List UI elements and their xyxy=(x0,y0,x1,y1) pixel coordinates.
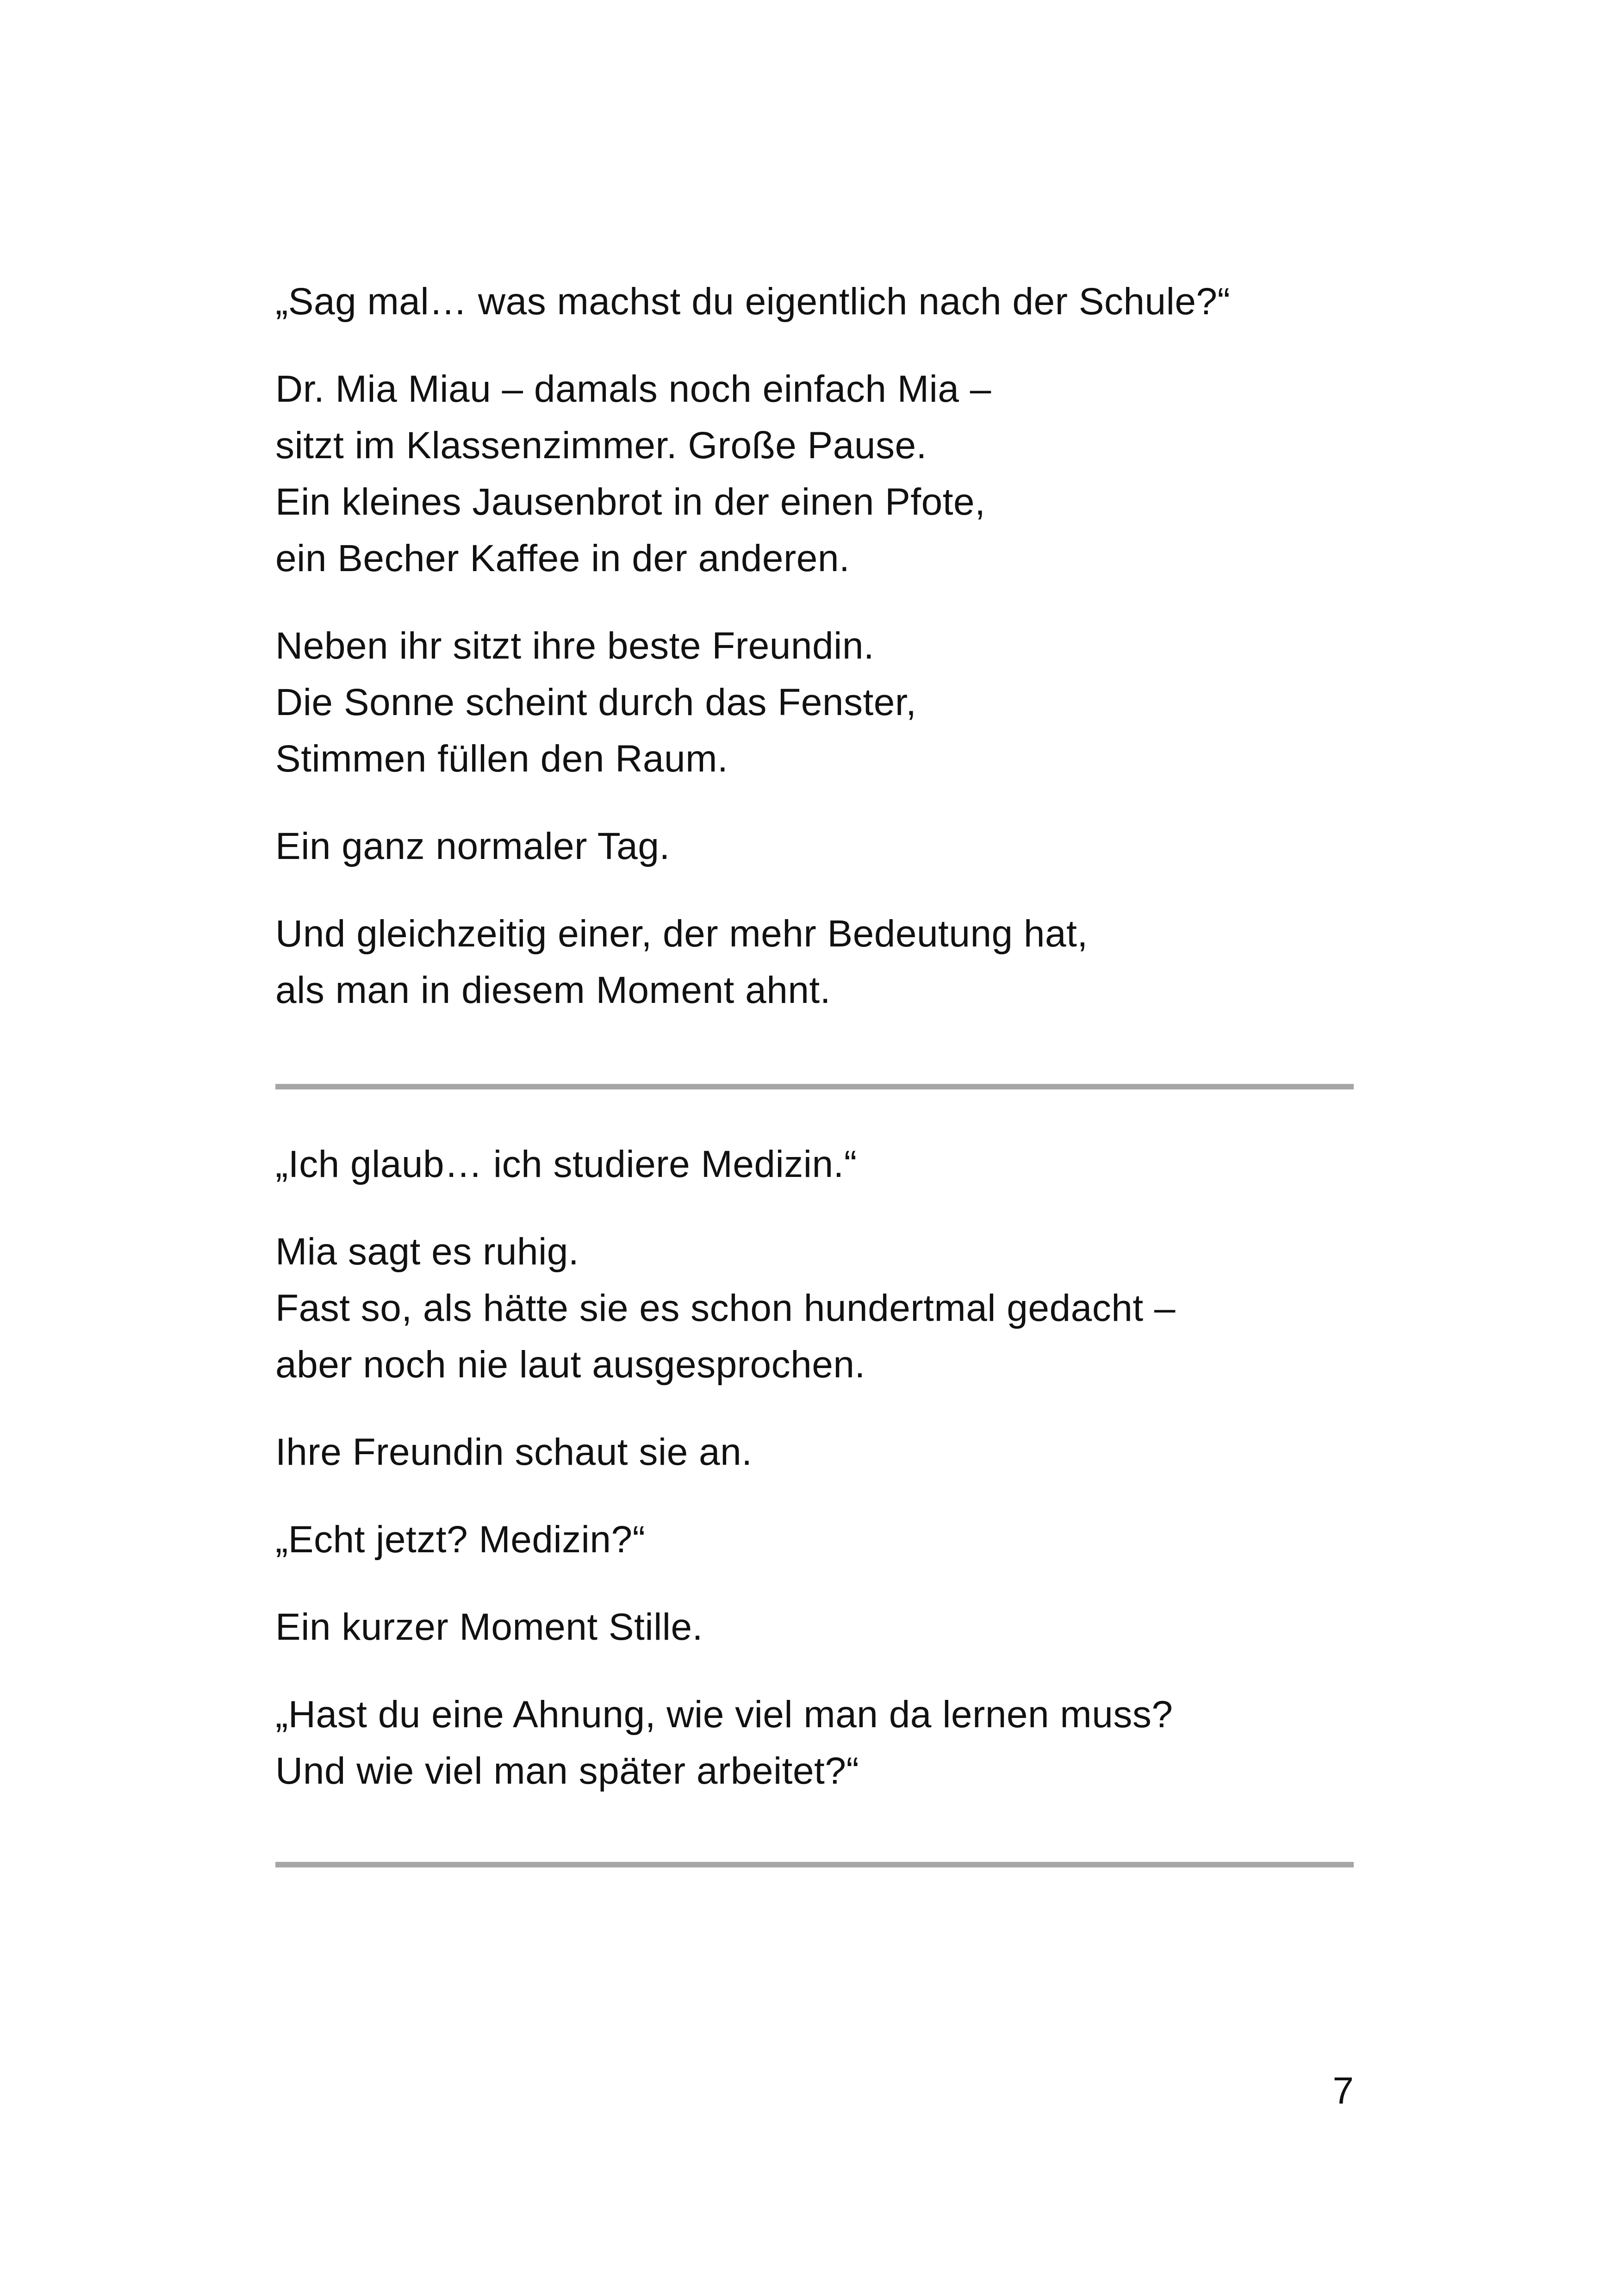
text-line: „Sag mal… was machst du eigentlich nach der Schule?“ xyxy=(275,280,1231,323)
text-line: Mia sagt es ruhig. xyxy=(275,1231,579,1273)
text-line: Und gleichzeitig einer, der mehr Bedeutung hat, xyxy=(275,913,1088,955)
section-divider xyxy=(275,1862,1354,1867)
text-line: Und wie viel man später arbeitet?“ xyxy=(275,1750,859,1792)
text-line: ein Becher Kaffee in der anderen. xyxy=(275,537,850,579)
text-line: Stimmen füllen den Raum. xyxy=(275,738,728,780)
text-line: Dr. Mia Miau – damals noch einfach Mia – xyxy=(275,368,991,410)
text-line: Ein ganz normaler Tag. xyxy=(275,825,670,867)
text-line: Neben ihr sitzt ihre beste Freundin. xyxy=(275,625,875,667)
text-line: „Echt jetzt? Medizin?“ xyxy=(275,1518,646,1561)
text-line: Ihre Freundin schaut sie an. xyxy=(275,1431,753,1473)
text-line: sitzt im Klassenzimmer. Große Pause. xyxy=(275,424,927,467)
text-line: „Hast du eine Ahnung, wie viel man da lernen muss? xyxy=(275,1693,1173,1736)
text-line: als man in diesem Moment ahnt. xyxy=(275,969,831,1011)
text-line: Ein kleines Jausenbrot in der einen Pfote, xyxy=(275,481,986,523)
text-line: Ein kurzer Moment Stille. xyxy=(275,1606,703,1648)
text-line: aber noch nie laut ausgesprochen. xyxy=(275,1344,865,1386)
text-line: Die Sonne scheint durch das Fenster, xyxy=(275,681,917,723)
page-number: 7 xyxy=(1332,2070,1354,2112)
section-divider xyxy=(275,1084,1354,1089)
text-line: Fast so, als hätte sie es schon hundertmal gedacht – xyxy=(275,1287,1176,1329)
text-line: „Ich glaub… ich studiere Medizin.“ xyxy=(275,1143,857,1185)
